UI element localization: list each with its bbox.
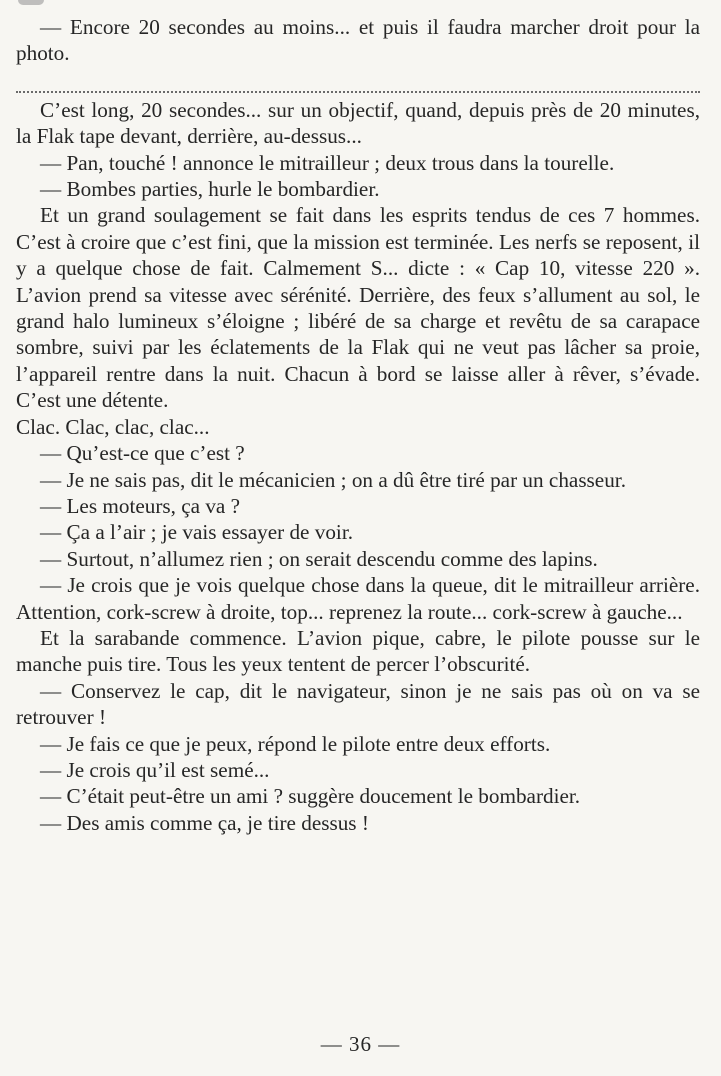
- paragraph: — Je crois qu’il est semé...: [40, 757, 270, 782]
- dotted-separator: [16, 77, 700, 93]
- paragraph: — Ça a l’air ; je vais essayer de voir.: [40, 520, 354, 545]
- paragraph: Clac. Clac, clac, clac...: [16, 414, 210, 439]
- paragraph: — Bombes parties, hurle le bombardier.: [40, 177, 380, 202]
- paragraph: C’est long, 20 secondes... sur un objectif, quand, depuis près de 20 minutes, la Flak tape devant, derrière, au-dessus...: [16, 97, 700, 149]
- page-body: [16, 14, 700, 836]
- paragraph: Et un grand soulagement se fait dans les esprits tendus de ces 7 hommes. C’est à croire que c’est fini, que la mission est terminée. Les nerfs se reposent, il y a quelque chose de fait. Calmement S... dicte : « Cap 10, vitesse 220 ». L’avion prend sa vitesse avec sérénité. Derrière, des feux s’allument au sol, le grand halo lumineux s’éloigne ; libéré de sa charge et revêtu de sa carapace sombre, suivi par les éclatements de la Flak qui ne veut pas lâcher sa proie, l’appareil rentre dans la nuit. Chacun à bord se laisse aller à rêver, s’évade. C’est une détente.: [16, 203, 700, 413]
- scan-mark: [18, 0, 44, 5]
- page-number: — 36 —: [320, 1032, 401, 1056]
- paragraph: — Des amis comme ça, je tire dessus !: [40, 810, 369, 835]
- paragraph: — Encore 20 secondes au moins... et puis il faudra marcher droit pour la photo.: [16, 15, 700, 66]
- paragraph: — C’était peut-être un ami ? suggère doucement le bombardier.: [40, 784, 581, 809]
- paragraph: Et la sarabande commence. L’avion pique, cabre, le pilote pousse sur le manche puis tire. Tous les yeux tentent de percer l’obscurité.: [16, 625, 700, 677]
- paragraph: — Conservez le cap, dit le navigateur, sinon je ne sais pas où on va se retrouver !: [16, 678, 700, 730]
- paragraph: — Je crois que je vois quelque chose dans la queue, dit le mitrailleur arrière. Attention, cork-screw à droite, top... reprenez la route... cork-screw à gauche...: [16, 573, 700, 624]
- paragraph: — Je ne sais pas, dit le mécanicien ; on a dû être tiré par un chasseur.: [40, 467, 626, 492]
- paragraph: — Les moteurs, ça va ?: [40, 493, 241, 518]
- paragraph: — Qu’est-ce que c’est ?: [40, 441, 245, 466]
- paragraph: — Surtout, n’allumez rien ; on serait descendu comme des lapins.: [40, 546, 598, 571]
- paragraph: — Je fais ce que je peux, répond le pilote entre deux efforts.: [40, 731, 551, 756]
- paragraph: — Pan, touché ! annonce le mitrailleur ; deux trous dans la tourelle.: [40, 150, 615, 175]
